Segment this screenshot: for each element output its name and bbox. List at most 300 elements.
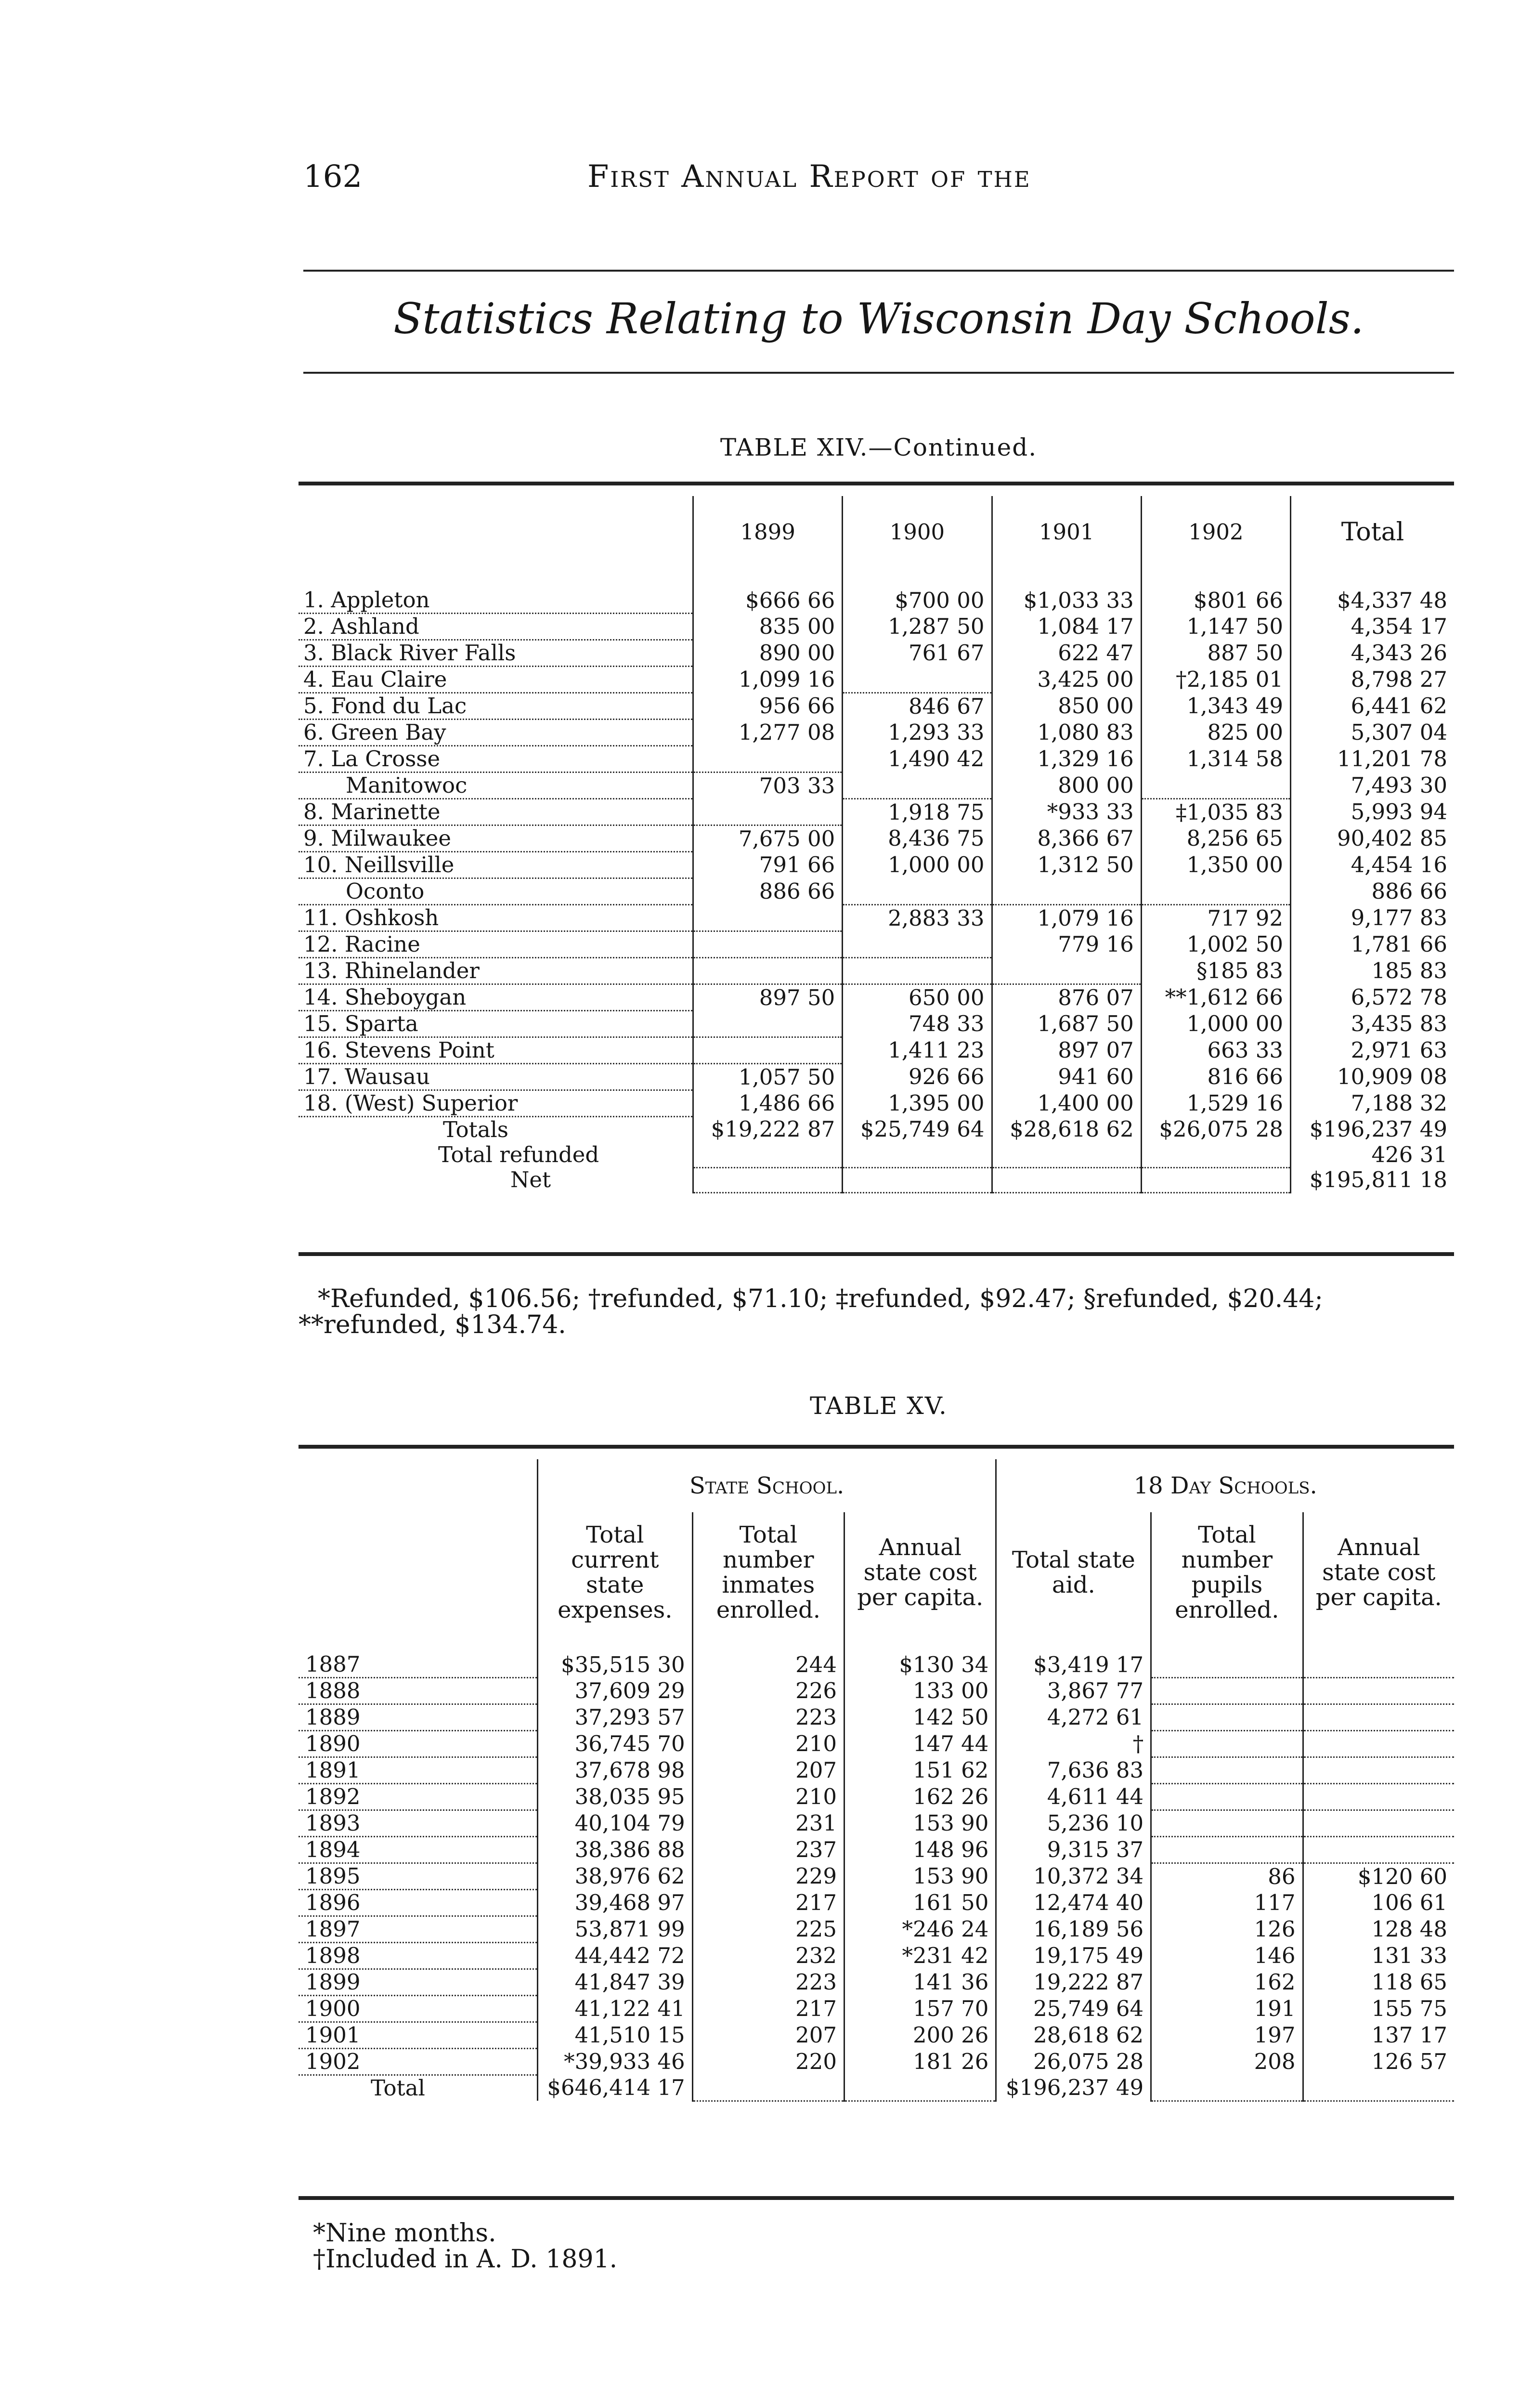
row-label: 14. Sheboygan — [299, 984, 693, 1011]
table-cell: $195,811 18 — [1291, 1167, 1455, 1192]
table-cell: 126 57 — [1303, 2049, 1454, 2075]
table-cell: 6,441 62 — [1291, 693, 1455, 720]
table14-stub-header — [299, 496, 693, 568]
table-cell: 7,636 83 — [996, 1757, 1151, 1784]
table-cell: 153 90 — [844, 1810, 996, 1837]
table14-net-row — [299, 1167, 1454, 1192]
table-cell: 1,084 17 — [992, 614, 1141, 640]
table-cell — [992, 958, 1141, 984]
table-cell: 207 — [692, 1757, 844, 1784]
table-cell: 157 70 — [844, 1996, 996, 2022]
table-cell: 118 65 — [1303, 1969, 1454, 1996]
row-year: 1899 — [299, 1969, 537, 1996]
table-cell: 146 — [1151, 1943, 1303, 1969]
table-row — [299, 1011, 1454, 1037]
table-cell: 237 — [692, 1837, 844, 1863]
table-cell: $666 66 — [693, 568, 843, 614]
table-cell: 38,386 88 — [537, 1837, 692, 1863]
row-label: 16. Stevens Point — [299, 1037, 693, 1064]
table-cell: 223 — [692, 1704, 844, 1731]
table-cell: 126 — [1151, 1916, 1303, 1943]
table-cell: $801 66 — [1141, 568, 1290, 614]
table14-refunded-row — [299, 1142, 1454, 1167]
table-cell: 4,354 17 — [1291, 614, 1455, 640]
table-cell: 210 — [692, 1784, 844, 1810]
table-cell: 1,529 16 — [1141, 1090, 1290, 1117]
table-cell: 850 00 — [992, 693, 1141, 720]
table-cell: 7,675 00 — [693, 825, 843, 852]
table-cell: 825 00 — [1141, 720, 1290, 746]
table14-top-rule — [299, 482, 1454, 485]
table14-caption: TABLE XIV.—Continued. — [720, 433, 1038, 461]
row-label: 15. Sparta — [299, 1011, 693, 1037]
table-cell: 748 33 — [843, 1011, 992, 1037]
table-cell: 207 — [692, 2022, 844, 2049]
row-label: Oconto — [299, 878, 693, 905]
table-cell: 3,425 00 — [992, 667, 1141, 693]
table-cell: $196,237 49 — [996, 2075, 1151, 2101]
table-cell: 229 — [692, 1863, 844, 1890]
table-cell: 956 66 — [693, 693, 843, 720]
table-cell — [1303, 1784, 1454, 1810]
table-cell: 86 — [1151, 1863, 1303, 1890]
table-cell: 128 48 — [1303, 1916, 1454, 1943]
table-cell — [693, 1167, 843, 1192]
table14-col-header: 1902 — [1141, 496, 1290, 568]
table-cell: 1,486 66 — [693, 1090, 843, 1117]
table-cell: 210 — [692, 1731, 844, 1757]
table-cell: *231 42 — [844, 1943, 996, 1969]
running-head: First Annual Report of the — [587, 159, 1031, 195]
table-cell: *933 33 — [992, 799, 1141, 825]
table-cell: 200 26 — [844, 2022, 996, 2049]
table-cell: 10,909 08 — [1291, 1064, 1455, 1090]
table-cell — [1303, 1633, 1454, 1678]
table-cell: 897 50 — [693, 984, 843, 1011]
table-cell: 220 — [692, 2049, 844, 2075]
table-cell: 37,609 29 — [537, 1678, 692, 1704]
table-cell: $1,033 33 — [992, 568, 1141, 614]
table-cell — [1141, 878, 1290, 905]
table-cell: 650 00 — [843, 984, 992, 1011]
table-cell: 181 26 — [844, 2049, 996, 2075]
table-row — [299, 1863, 1454, 1890]
table-cell: 141 36 — [844, 1969, 996, 1996]
row-label: 18. (West) Superior — [299, 1090, 693, 1117]
table-cell: 131 33 — [1303, 1943, 1454, 1969]
table-row — [299, 1757, 1454, 1784]
table-cell: $4,337 48 — [1291, 568, 1455, 614]
table15-col-header: Annual state cost per capita. — [844, 1512, 996, 1633]
table-cell — [1303, 1678, 1454, 1704]
table-cell: 5,307 04 — [1291, 720, 1455, 746]
table-cell: 7,188 32 — [1291, 1090, 1455, 1117]
table-cell: 133 00 — [844, 1678, 996, 1704]
table-cell: $19,222 87 — [693, 1117, 843, 1143]
table14-bottom-rule — [299, 1252, 1454, 1256]
table-cell: *246 24 — [844, 1916, 996, 1943]
table-cell: 1,918 75 — [843, 799, 992, 825]
table-cell: 217 — [692, 1996, 844, 2022]
row-label: 8. Marinette — [299, 799, 693, 825]
table-cell: **1,612 66 — [1141, 984, 1290, 1011]
table-cell: 44,442 72 — [537, 1943, 692, 1969]
table-cell: 53,871 99 — [537, 1916, 692, 1943]
table-cell — [844, 2075, 996, 2101]
row-label: 7. La Crosse — [299, 746, 693, 772]
table-cell: 4,611 44 — [996, 1784, 1151, 1810]
table14-col-header: 1899 — [693, 496, 843, 568]
table15-total-row — [299, 2075, 1454, 2101]
table-cell: 41,510 15 — [537, 2022, 692, 2049]
table-cell: 208 — [1151, 2049, 1303, 2075]
table-cell: 41,122 41 — [537, 1996, 692, 2022]
table-cell: 2,883 33 — [843, 905, 992, 931]
table-cell: 19,222 87 — [996, 1969, 1151, 1996]
table-cell — [1303, 1731, 1454, 1757]
table-row — [299, 2022, 1454, 2049]
table-cell: 37,678 98 — [537, 1757, 692, 1784]
row-label: 17. Wausau — [299, 1064, 693, 1090]
table-cell: 1,099 16 — [693, 667, 843, 693]
table14 — [299, 496, 1454, 1193]
table-cell: 40,104 79 — [537, 1810, 692, 1837]
table-cell: $25,749 64 — [843, 1117, 992, 1143]
table-cell: 4,272 61 — [996, 1704, 1151, 1731]
table15-top-rule — [299, 1445, 1454, 1449]
table-cell: 1,079 16 — [992, 905, 1141, 931]
table-cell: 147 44 — [844, 1731, 996, 1757]
table-cell: 217 — [692, 1890, 844, 1916]
table15-caption: TABLE XV. — [810, 1392, 948, 1420]
table-cell — [693, 1011, 843, 1037]
table-cell: 142 50 — [844, 1704, 996, 1731]
table-row — [299, 568, 1454, 614]
table-cell: $120 60 — [1303, 1863, 1454, 1890]
table14-footnote: *Refunded, $106.56; †refunded, $71.10; ‡refunded, $92.47; §refunded, $20.44; **refunded, $134.74. — [299, 1284, 1323, 1339]
table-cell: 162 — [1151, 1969, 1303, 1996]
table-cell: 8,436 75 — [843, 825, 992, 852]
table-cell: 4,454 16 — [1291, 852, 1455, 878]
row-label: 10. Neillsville — [299, 852, 693, 878]
table-cell: 223 — [692, 1969, 844, 1996]
table-cell: 426 31 — [1291, 1142, 1455, 1167]
table-row — [299, 1731, 1454, 1757]
table-cell: 231 — [692, 1810, 844, 1837]
table-cell: 37,293 57 — [537, 1704, 692, 1731]
table-cell: 800 00 — [992, 772, 1141, 799]
table-row — [299, 2049, 1454, 2075]
table-row — [299, 1090, 1454, 1117]
table-cell: 1,293 33 — [843, 720, 992, 746]
table-cell: 8,798 27 — [1291, 667, 1455, 693]
table-cell: 39,468 97 — [537, 1890, 692, 1916]
table-cell: 106 61 — [1303, 1890, 1454, 1916]
table-cell — [693, 746, 843, 772]
table-cell: $26,075 28 — [1141, 1117, 1290, 1143]
row-year: 1893 — [299, 1810, 537, 1837]
row-year: 1896 — [299, 1890, 537, 1916]
table-row — [299, 746, 1454, 772]
row-year: 1895 — [299, 1863, 537, 1890]
table15-footnote-2: †Included in A. D. 1891. — [313, 2245, 618, 2274]
table-cell: 846 67 — [843, 693, 992, 720]
row-year: 1891 — [299, 1757, 537, 1784]
table-row — [299, 1678, 1454, 1704]
page-title: Statistics Relating to Wisconsin Day Schools. — [393, 294, 1364, 343]
table14-col-header: 1900 — [843, 496, 992, 568]
table14-col-header: Total — [1291, 496, 1455, 568]
table-cell: $130 34 — [844, 1633, 996, 1678]
row-label: 9. Milwaukee — [299, 825, 693, 852]
table-cell — [843, 958, 992, 984]
table-cell — [992, 878, 1141, 905]
table-cell: 886 66 — [693, 878, 843, 905]
row-label: Manitowoc — [299, 772, 693, 799]
row-label: 6. Green Bay — [299, 720, 693, 746]
table-cell: 90,402 85 — [1291, 825, 1455, 852]
table-cell — [843, 667, 992, 693]
table-row — [299, 720, 1454, 746]
table-cell — [1151, 1784, 1303, 1810]
table-cell: $196,237 49 — [1291, 1117, 1455, 1143]
table-cell: 703 33 — [693, 772, 843, 799]
table-cell: 1,314 58 — [1141, 746, 1290, 772]
table15 — [299, 1459, 1454, 2102]
table-cell: 1,000 00 — [843, 852, 992, 878]
table-cell: 9,315 37 — [996, 1837, 1151, 1863]
total-label: Total — [371, 2075, 425, 2101]
table-cell — [693, 1037, 843, 1064]
table-cell — [843, 772, 992, 799]
table-cell: 1,329 16 — [992, 746, 1141, 772]
row-label: 11. Oshkosh — [299, 905, 693, 931]
table-cell: 876 07 — [992, 984, 1141, 1011]
table-cell: 4,343 26 — [1291, 640, 1455, 667]
table-cell: 6,572 78 — [1291, 984, 1455, 1011]
table15-col-header: Annual state cost per capita. — [1303, 1512, 1454, 1633]
table-cell: 5,993 94 — [1291, 799, 1455, 825]
table-cell — [1303, 1704, 1454, 1731]
table-row — [299, 1996, 1454, 2022]
table-cell: 5,236 10 — [996, 1810, 1151, 1837]
table-cell — [1151, 1810, 1303, 1837]
table14-totals-row — [299, 1117, 1454, 1143]
table-row — [299, 1890, 1454, 1916]
table-cell: 816 66 — [1141, 1064, 1290, 1090]
table-cell — [693, 1142, 843, 1167]
row-year: 1897 — [299, 1916, 537, 1943]
table-cell: 717 92 — [1141, 905, 1290, 931]
table-cell: 41,847 39 — [537, 1969, 692, 1996]
table-cell: 9,177 83 — [1291, 905, 1455, 931]
table-cell — [843, 1167, 992, 1192]
table-cell — [1151, 1704, 1303, 1731]
table-cell: 232 — [692, 1943, 844, 1969]
table-cell: 761 67 — [843, 640, 992, 667]
table-row — [299, 693, 1454, 720]
table-row — [299, 799, 1454, 825]
table-cell: 155 75 — [1303, 1996, 1454, 2022]
table-cell — [843, 931, 992, 958]
table-row — [299, 1810, 1454, 1837]
table-cell: 1,400 00 — [992, 1090, 1141, 1117]
table14-col-header: 1901 — [992, 496, 1141, 568]
row-year: 1900 — [299, 1996, 537, 2022]
table-cell — [692, 2075, 844, 2101]
table15-col-header: Total number inmates enrolled. — [692, 1512, 844, 1633]
table-cell: 1,287 50 — [843, 614, 992, 640]
table-cell: 161 50 — [844, 1890, 996, 1916]
table-cell — [1303, 1757, 1454, 1784]
table-cell — [1141, 772, 1290, 799]
row-year: 1898 — [299, 1943, 537, 1969]
table-row — [299, 1837, 1454, 1863]
table-cell: $28,618 62 — [992, 1117, 1141, 1143]
table-cell — [843, 1142, 992, 1167]
row-year: 1901 — [299, 2022, 537, 2049]
table-cell: $700 00 — [843, 568, 992, 614]
table-row — [299, 1064, 1454, 1090]
table-cell: 185 83 — [1291, 958, 1455, 984]
page-header — [303, 159, 1454, 212]
table-cell: 7,493 30 — [1291, 772, 1455, 799]
table-cell: 890 00 — [693, 640, 843, 667]
table-cell: 191 — [1151, 1996, 1303, 2022]
table-row — [299, 1969, 1454, 1996]
table-cell: 886 66 — [1291, 878, 1455, 905]
table-row — [299, 1943, 1454, 1969]
table-cell — [1141, 1167, 1290, 1192]
table-cell — [992, 1142, 1141, 1167]
page-number: 162 — [303, 159, 363, 195]
row-label: 1. Appleton — [299, 568, 693, 614]
day-schools-group-header: 18 Day Schools. — [996, 1459, 1454, 1512]
table-cell: 663 33 — [1141, 1037, 1290, 1064]
table-cell: 19,175 49 — [996, 1943, 1151, 1969]
table-cell: 1,411 23 — [843, 1037, 992, 1064]
table-row — [299, 1784, 1454, 1810]
table-cell — [843, 878, 992, 905]
table-cell: 36,745 70 — [537, 1731, 692, 1757]
table-cell — [1151, 1678, 1303, 1704]
table-cell — [1141, 1142, 1290, 1167]
table-cell: 38,035 95 — [537, 1784, 692, 1810]
table-cell: ‡1,035 83 — [1141, 799, 1290, 825]
table-cell: 10,372 34 — [996, 1863, 1151, 1890]
table-cell — [693, 905, 843, 931]
table-cell — [1151, 1633, 1303, 1678]
table-cell — [1151, 1837, 1303, 1863]
table-row — [299, 1704, 1454, 1731]
table-cell: 897 07 — [992, 1037, 1141, 1064]
table-row — [299, 640, 1454, 667]
table-cell: 1,080 83 — [992, 720, 1141, 746]
state-school-group-header: State School. — [537, 1459, 996, 1512]
table-cell: 137 17 — [1303, 2022, 1454, 2049]
table-row — [299, 825, 1454, 852]
header-rule-top — [303, 270, 1454, 272]
table-cell: 1,350 00 — [1141, 852, 1290, 878]
table-cell: 1,490 42 — [843, 746, 992, 772]
table-cell — [693, 799, 843, 825]
table-cell: 197 — [1151, 2022, 1303, 2049]
table-cell: 26,075 28 — [996, 2049, 1151, 2075]
table-cell: 153 90 — [844, 1863, 996, 1890]
row-year: 1887 — [299, 1633, 537, 1678]
table-cell: §185 83 — [1141, 958, 1290, 984]
table-cell: 941 60 — [992, 1064, 1141, 1090]
table-cell: 28,618 62 — [996, 2022, 1151, 2049]
refunded-label: Total refunded — [438, 1142, 599, 1167]
table-cell: 887 50 — [1141, 640, 1290, 667]
table-row — [299, 931, 1454, 958]
table-cell: 16,189 56 — [996, 1916, 1151, 1943]
table-cell: 1,687 50 — [992, 1011, 1141, 1037]
table-cell — [1151, 2075, 1303, 2101]
table-cell: 1,343 49 — [1141, 693, 1290, 720]
table-cell: 8,366 67 — [992, 825, 1141, 852]
table-row — [299, 958, 1454, 984]
table-cell: 117 — [1151, 1890, 1303, 1916]
row-year: 1902 — [299, 2049, 537, 2075]
table-row — [299, 1916, 1454, 1943]
table-cell — [1303, 1837, 1454, 1863]
table-row — [299, 614, 1454, 640]
table-cell: $646,414 17 — [537, 2075, 692, 2101]
table-cell: 1,312 50 — [992, 852, 1141, 878]
row-label: 2. Ashland — [299, 614, 693, 640]
row-year: 1894 — [299, 1837, 537, 1863]
table-cell — [693, 958, 843, 984]
row-label: 13. Rhinelander — [299, 958, 693, 984]
table-row — [299, 905, 1454, 931]
table-row — [299, 878, 1454, 905]
table-row — [299, 1633, 1454, 1678]
table-cell: 226 — [692, 1678, 844, 1704]
table15-stub-header — [299, 1459, 537, 1633]
table-cell: 1,002 50 — [1141, 931, 1290, 958]
table-cell: 779 16 — [992, 931, 1141, 958]
table15-footnote-1: *Nine months. — [313, 2219, 496, 2248]
table-cell: 835 00 — [693, 614, 843, 640]
table-cell — [1303, 1810, 1454, 1837]
row-label: 4. Eau Claire — [299, 667, 693, 693]
table-cell — [1303, 2075, 1454, 2101]
row-label: 5. Fond du Lac — [299, 693, 693, 720]
table-cell — [693, 931, 843, 958]
table-cell: 225 — [692, 1916, 844, 1943]
row-year: 1890 — [299, 1731, 537, 1757]
table-cell: 3,867 77 — [996, 1678, 1151, 1704]
table-cell — [1151, 1757, 1303, 1784]
row-label: 3. Black River Falls — [299, 640, 693, 667]
table-cell: 1,147 50 — [1141, 614, 1290, 640]
row-year: 1889 — [299, 1704, 537, 1731]
table-cell: $3,419 17 — [996, 1633, 1151, 1678]
row-year: 1888 — [299, 1678, 537, 1704]
row-year: 1892 — [299, 1784, 537, 1810]
table-cell: 162 26 — [844, 1784, 996, 1810]
table-cell: 3,435 83 — [1291, 1011, 1455, 1037]
row-label: 12. Racine — [299, 931, 693, 958]
table-cell: 1,057 50 — [693, 1064, 843, 1090]
table15-col-header: Total number pupils enrolled. — [1151, 1512, 1303, 1633]
table-cell: 12,474 40 — [996, 1890, 1151, 1916]
table-row — [299, 852, 1454, 878]
table-cell: 1,277 08 — [693, 720, 843, 746]
table15-bottom-rule — [299, 2196, 1454, 2200]
